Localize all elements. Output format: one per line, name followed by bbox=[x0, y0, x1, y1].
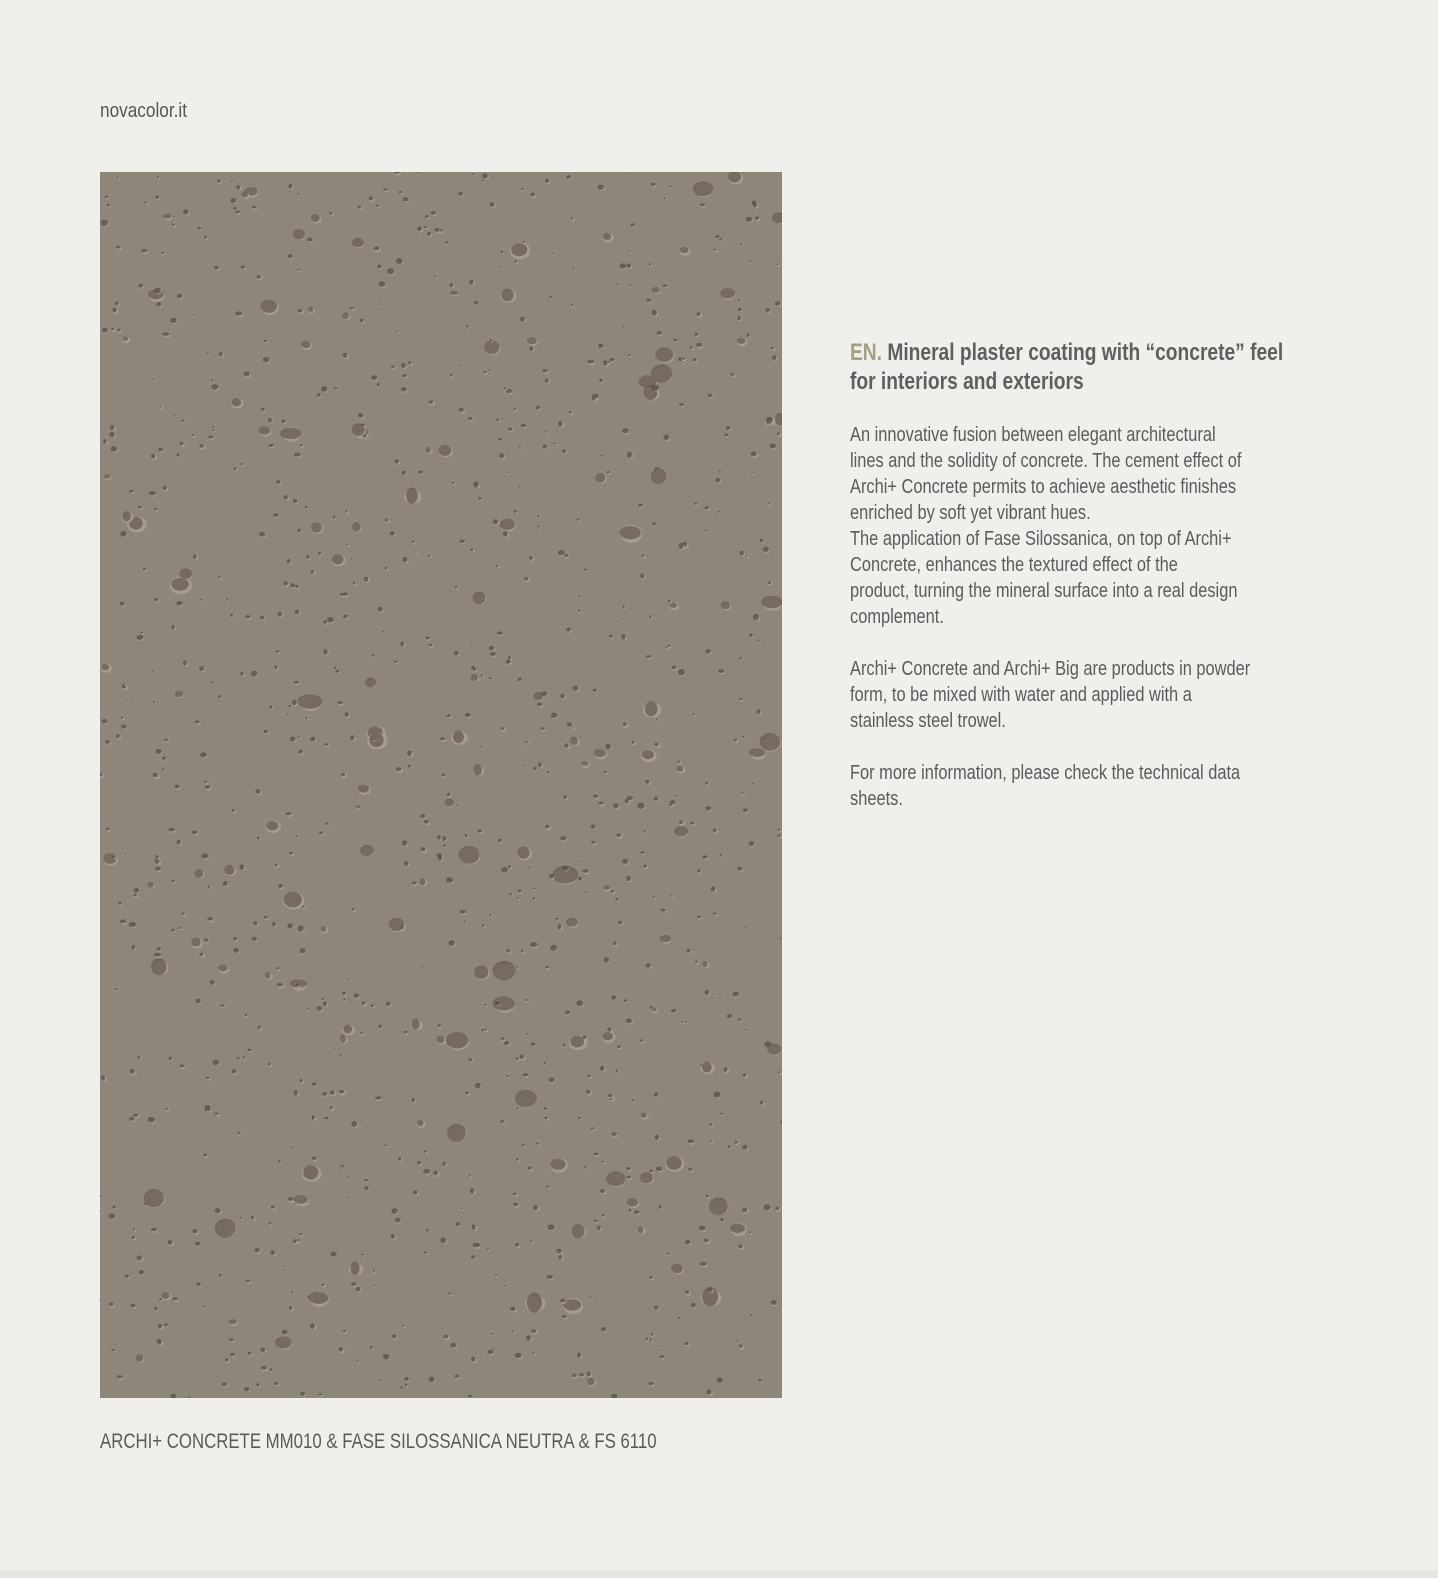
text-line: stainless steel trowel. bbox=[850, 710, 1006, 732]
text-line: complement. bbox=[850, 606, 944, 628]
text-line: enriched by soft yet vibrant hues. bbox=[850, 502, 1091, 524]
paragraph-4 bbox=[850, 760, 1410, 812]
photo-caption: ARCHI+ CONCRETE MM010 & FASE SILOSSANICA NEUTRA & FS 6110 bbox=[100, 1430, 657, 1453]
website-url: novacolor.it bbox=[100, 100, 188, 122]
page-bottom-edge bbox=[0, 1570, 1438, 1578]
paragraph-3 bbox=[850, 656, 1410, 734]
paragraph-2 bbox=[850, 526, 1410, 630]
paragraph-1 bbox=[850, 422, 1410, 526]
text-line: Archi+ Concrete permits to achieve aesthetic finishes bbox=[850, 476, 1237, 498]
language-tag: EN. bbox=[850, 339, 883, 366]
text-line: Concrete, enhances the textured effect of the bbox=[850, 554, 1178, 576]
text-line: form, to be mixed with water and applied with a bbox=[850, 684, 1192, 706]
text-line: For more information, please check the technical data bbox=[850, 762, 1241, 784]
text-line: Archi+ Concrete and Archi+ Big are products in powder bbox=[850, 658, 1251, 680]
concrete-texture-pattern bbox=[100, 172, 782, 1398]
product-description bbox=[850, 338, 1410, 812]
text-line: An innovative fusion between elegant architectural bbox=[850, 424, 1216, 446]
text-line: product, turning the mineral surface into a real design bbox=[850, 580, 1238, 602]
concrete-texture-photo bbox=[100, 172, 782, 1398]
text-line: lines and the solidity of concrete. The cement effect of bbox=[850, 450, 1242, 472]
title-line-1: Mineral plaster coating with “concrete” feel bbox=[887, 339, 1284, 366]
text-line: sheets. bbox=[850, 788, 903, 810]
section-title bbox=[850, 338, 1410, 396]
text-line: The application of Fase Silossanica, on top of Archi+ bbox=[850, 528, 1232, 550]
title-line-2: for interiors and exteriors bbox=[850, 368, 1084, 395]
